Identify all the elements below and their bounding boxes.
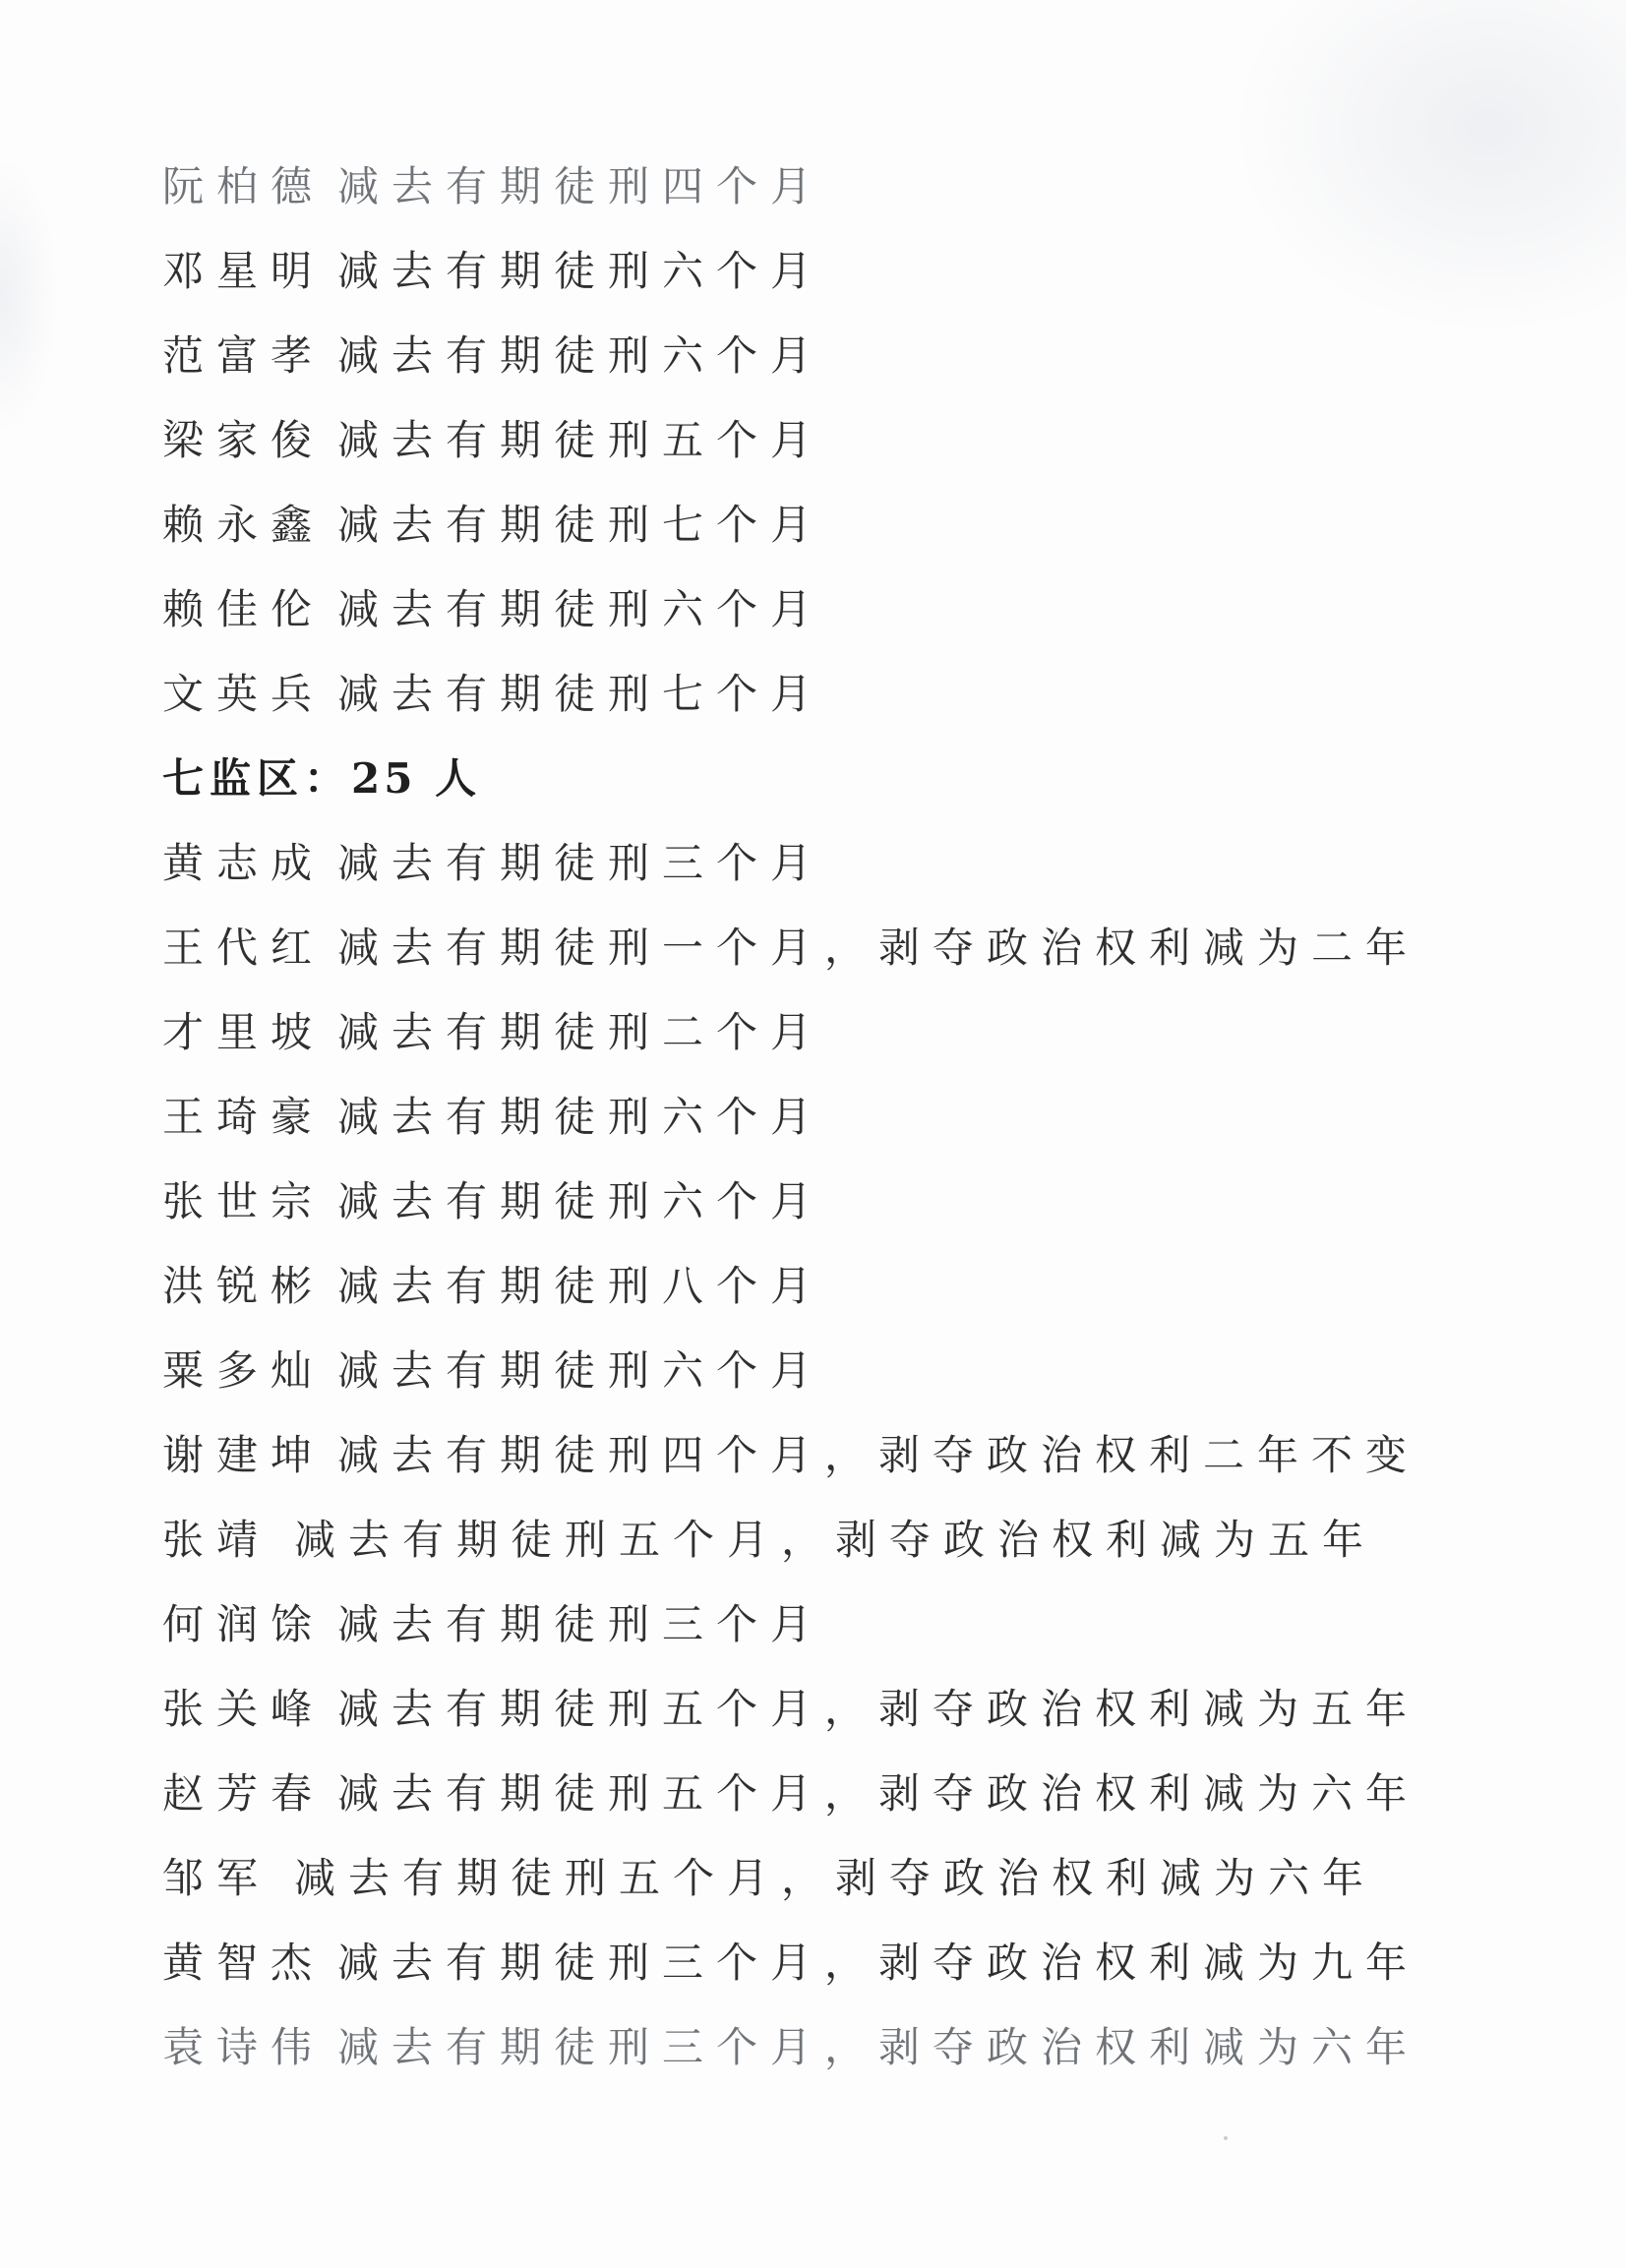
list-item (162, 1849, 1376, 1908)
sentence-reduction: 减去有期徒刑五个月，剥夺政治权利减为五年 (337, 1685, 1420, 1733)
prisoner-name: 黄志成 (162, 839, 326, 887)
sentence-reduction: 减去有期徒刑三个月，剥夺政治权利减为九年 (337, 1939, 1420, 1987)
list-item (162, 665, 824, 724)
prisoner-name: 赖永鑫 (162, 501, 326, 549)
section-label: 七监区： (162, 754, 352, 803)
section-count: 25 人 (351, 754, 481, 803)
sentence-reduction: 减去有期徒刑八个月 (337, 1262, 825, 1310)
sentence-reduction: 减去有期徒刑六个月 (337, 247, 825, 295)
prisoner-name: 何润馀 (162, 1600, 326, 1648)
sentence-reduction: 减去有期徒刑七个月 (337, 670, 825, 718)
sentence-reduction: 减去有期徒刑三个月 (337, 839, 825, 887)
sentence-reduction: 减去有期徒刑六个月 (337, 1093, 825, 1141)
prisoner-name: 张关峰 (162, 1685, 326, 1733)
sentence-reduction: 减去有期徒刑六个月 (337, 585, 825, 633)
sentence-reduction: 减去有期徒刑五个月 (337, 416, 825, 464)
list-item (162, 411, 824, 470)
prisoner-name: 邹军 (162, 1854, 271, 1902)
sentence-reduction: 减去有期徒刑二个月 (337, 1008, 825, 1056)
prisoner-name: 洪锐彬 (162, 1262, 326, 1310)
section-heading (162, 749, 480, 808)
prisoner-name: 粟多灿 (162, 1346, 326, 1395)
prisoner-name: 文英兵 (162, 670, 326, 718)
prisoner-name: 张靖 (162, 1516, 271, 1564)
sentence-reduction: 减去有期徒刑五个月，剥夺政治权利减为五年 (294, 1516, 1377, 1564)
prisoner-name: 阮柏德 (162, 162, 326, 210)
list-item (162, 1680, 1419, 1739)
prisoner-name: 张世宗 (162, 1177, 326, 1225)
sentence-reduction: 减去有期徒刑六个月 (337, 331, 825, 380)
list-item (162, 919, 1419, 978)
prisoner-name: 王琦豪 (162, 1093, 326, 1141)
list-item (162, 496, 824, 555)
scan-speck (1224, 2136, 1228, 2140)
sentence-reduction: 减去有期徒刑六个月 (337, 1177, 825, 1225)
prisoner-name: 谢建坤 (162, 1431, 326, 1479)
sentence-reduction: 减去有期徒刑四个月 (337, 162, 825, 210)
prisoner-name: 梁家俊 (162, 416, 326, 464)
sentence-reduction: 减去有期徒刑三个月 (337, 1600, 825, 1648)
list-item (162, 1511, 1376, 1570)
list-item (162, 242, 824, 301)
list-item (162, 834, 824, 893)
list-item (162, 1426, 1419, 1485)
list-item (162, 1342, 824, 1401)
prisoner-name: 黄智杰 (162, 1939, 326, 1987)
sentence-reduction: 减去有期徒刑七个月 (337, 501, 825, 549)
sentence-reduction: 减去有期徒刑五个月，剥夺政治权利减为六年 (337, 1769, 1420, 1818)
prisoner-name: 赖佳伦 (162, 585, 326, 633)
list-item (162, 1172, 824, 1231)
list-item (162, 1088, 824, 1147)
list-item (162, 580, 824, 639)
sentence-reduction: 减去有期徒刑五个月，剥夺政治权利减为六年 (294, 1854, 1377, 1902)
list-item (162, 1764, 1419, 1823)
prisoner-name: 邓星明 (162, 247, 326, 295)
sentence-reduction: 减去有期徒刑四个月，剥夺政治权利二年不变 (337, 1431, 1420, 1479)
sentence-reduction: 减去有期徒刑一个月，剥夺政治权利减为二年 (337, 924, 1420, 972)
list-item (162, 1257, 824, 1316)
sentence-reduction: 减去有期徒刑六个月 (337, 1346, 825, 1395)
list-item (162, 327, 824, 386)
prisoner-name: 王代红 (162, 924, 326, 972)
prisoner-name: 赵芳春 (162, 1769, 326, 1818)
list-item (162, 1003, 824, 1062)
prisoner-name: 范富孝 (162, 331, 326, 380)
list-item (162, 1595, 824, 1654)
list-item (162, 2018, 1419, 2077)
list-item (162, 157, 824, 216)
prisoner-name: 才里坡 (162, 1008, 326, 1056)
list-item (162, 1934, 1419, 1993)
prisoner-name: 袁诗伟 (162, 2023, 326, 2071)
sentence-reduction: 减去有期徒刑三个月，剥夺政治权利减为六年 (337, 2023, 1420, 2071)
